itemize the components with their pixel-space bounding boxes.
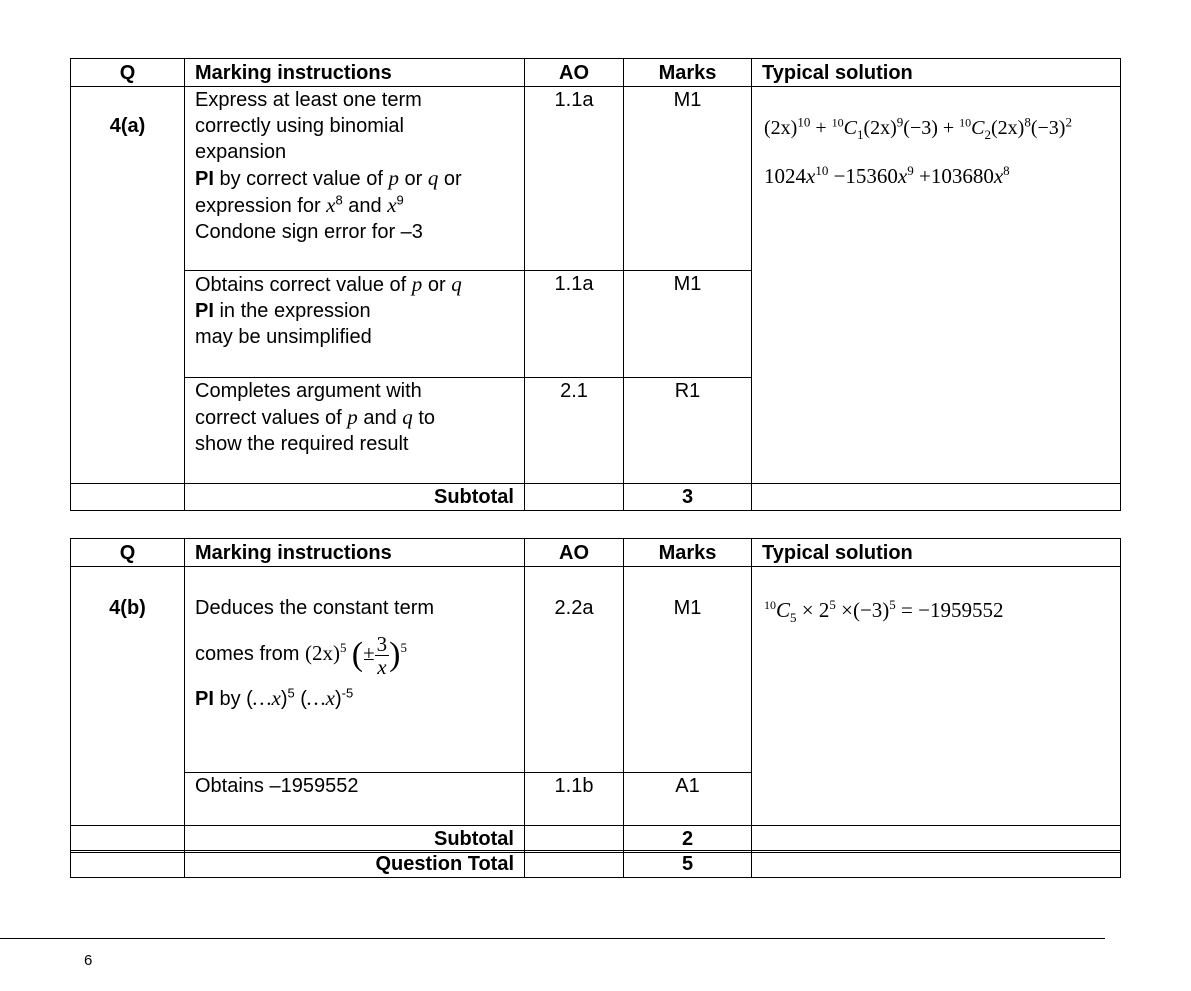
subtotal-row	[71, 484, 1121, 511]
ao-value: 1.1b	[525, 773, 624, 826]
subtotal-marks: 2	[624, 826, 752, 853]
mark-value: M1	[624, 87, 752, 271]
marking-instruction	[185, 271, 525, 378]
marking-instruction	[185, 378, 525, 484]
subtotal-label: Subtotal	[185, 484, 525, 511]
header-row	[71, 59, 1121, 87]
instruction-line: PI by correct value of p or q or	[195, 166, 462, 190]
instruction-line: Completes argument with	[195, 380, 422, 402]
instruction-line: expansion	[195, 141, 287, 163]
ao-value: 2.2a	[525, 567, 624, 773]
instruction-line: correctly using binomial	[195, 115, 404, 137]
header-marks: Marks	[624, 539, 752, 567]
question-number: 4(a)	[71, 87, 185, 484]
header-typical-solution: Typical solution	[752, 539, 1121, 567]
header-marking-instructions: Marking instructions	[185, 59, 525, 87]
instruction-line: correct values of p and q to	[195, 405, 436, 429]
ao-value: 1.1a	[525, 87, 624, 271]
marking-table-4b	[70, 538, 1121, 853]
mark-value: A1	[624, 773, 752, 826]
instruction-line: Condone sign error for –3	[195, 221, 423, 243]
table-row	[71, 567, 1121, 773]
marking-instruction	[185, 87, 525, 271]
mark-value: M1	[624, 271, 752, 378]
marking-instruction: Obtains –1959552	[185, 773, 525, 826]
solution-line: $(2x)^{10} + ^{10}C_1(2x)^9(-3) + ^{10}C_2(2x)^8(-3)^2$	[764, 114, 1072, 142]
subtotal-marks: 3	[624, 484, 752, 511]
total-row	[71, 851, 1121, 878]
table-row	[71, 87, 1121, 271]
instruction-line: Express at least one term	[195, 89, 422, 111]
instruction-line: may be unsimplified	[195, 326, 372, 348]
header-marks: Marks	[624, 59, 752, 87]
typical-solution	[752, 87, 1121, 484]
pi-label: PI	[195, 688, 214, 710]
header-q: Q	[71, 539, 185, 567]
header-marking-instructions: Marking instructions	[185, 539, 525, 567]
mark-value: R1	[624, 378, 752, 484]
header-ao: AO	[525, 59, 624, 87]
header-q: Q	[71, 59, 185, 87]
header-row	[71, 539, 1121, 567]
footer-rule	[0, 938, 1105, 939]
instruction-line: expression for $x^8$ and $x^9$	[195, 192, 404, 217]
question-total-table	[70, 850, 1121, 878]
instruction-line: comes from $(2x)^5$ (± $\frac{3}{x}$ )$^5$	[195, 631, 407, 679]
marking-instruction	[185, 567, 525, 773]
fraction: $\frac{3}{x}$	[376, 631, 388, 679]
mark-value: M1	[624, 567, 752, 773]
ao-value: 1.1a	[525, 271, 624, 378]
header-typical-solution: Typical solution	[752, 59, 1121, 87]
pi-label: PI	[195, 300, 214, 322]
solution-line: $^{10}C_5 \times 2^5 \times(-3)^5 = -1959552$	[764, 597, 1004, 626]
instruction-line: Deduces the constant term	[195, 597, 435, 619]
question-total-marks: 5	[624, 851, 752, 878]
typical-solution	[752, 567, 1121, 826]
page-number: 6	[84, 952, 93, 969]
subtotal-label: Subtotal	[185, 826, 525, 853]
pi-label: PI	[195, 168, 214, 190]
question-number: 4(b)	[71, 567, 185, 826]
question-total-label: Question Total	[185, 851, 525, 878]
header-ao: AO	[525, 539, 624, 567]
instruction-line: PI in the expression	[195, 300, 371, 322]
subtotal-row	[71, 826, 1121, 853]
ao-value: 2.1	[525, 378, 624, 484]
instruction-line: show the required result	[195, 433, 409, 455]
marking-table-4a	[70, 58, 1121, 511]
instruction-line: PI by (…x)$^5$ (…x)$^{-5}$	[195, 685, 354, 710]
instruction-line: Obtains correct value of p or q	[195, 272, 462, 296]
solution-line: $1024x^{10} -15360x^9 +103680x^8$	[764, 163, 1010, 188]
